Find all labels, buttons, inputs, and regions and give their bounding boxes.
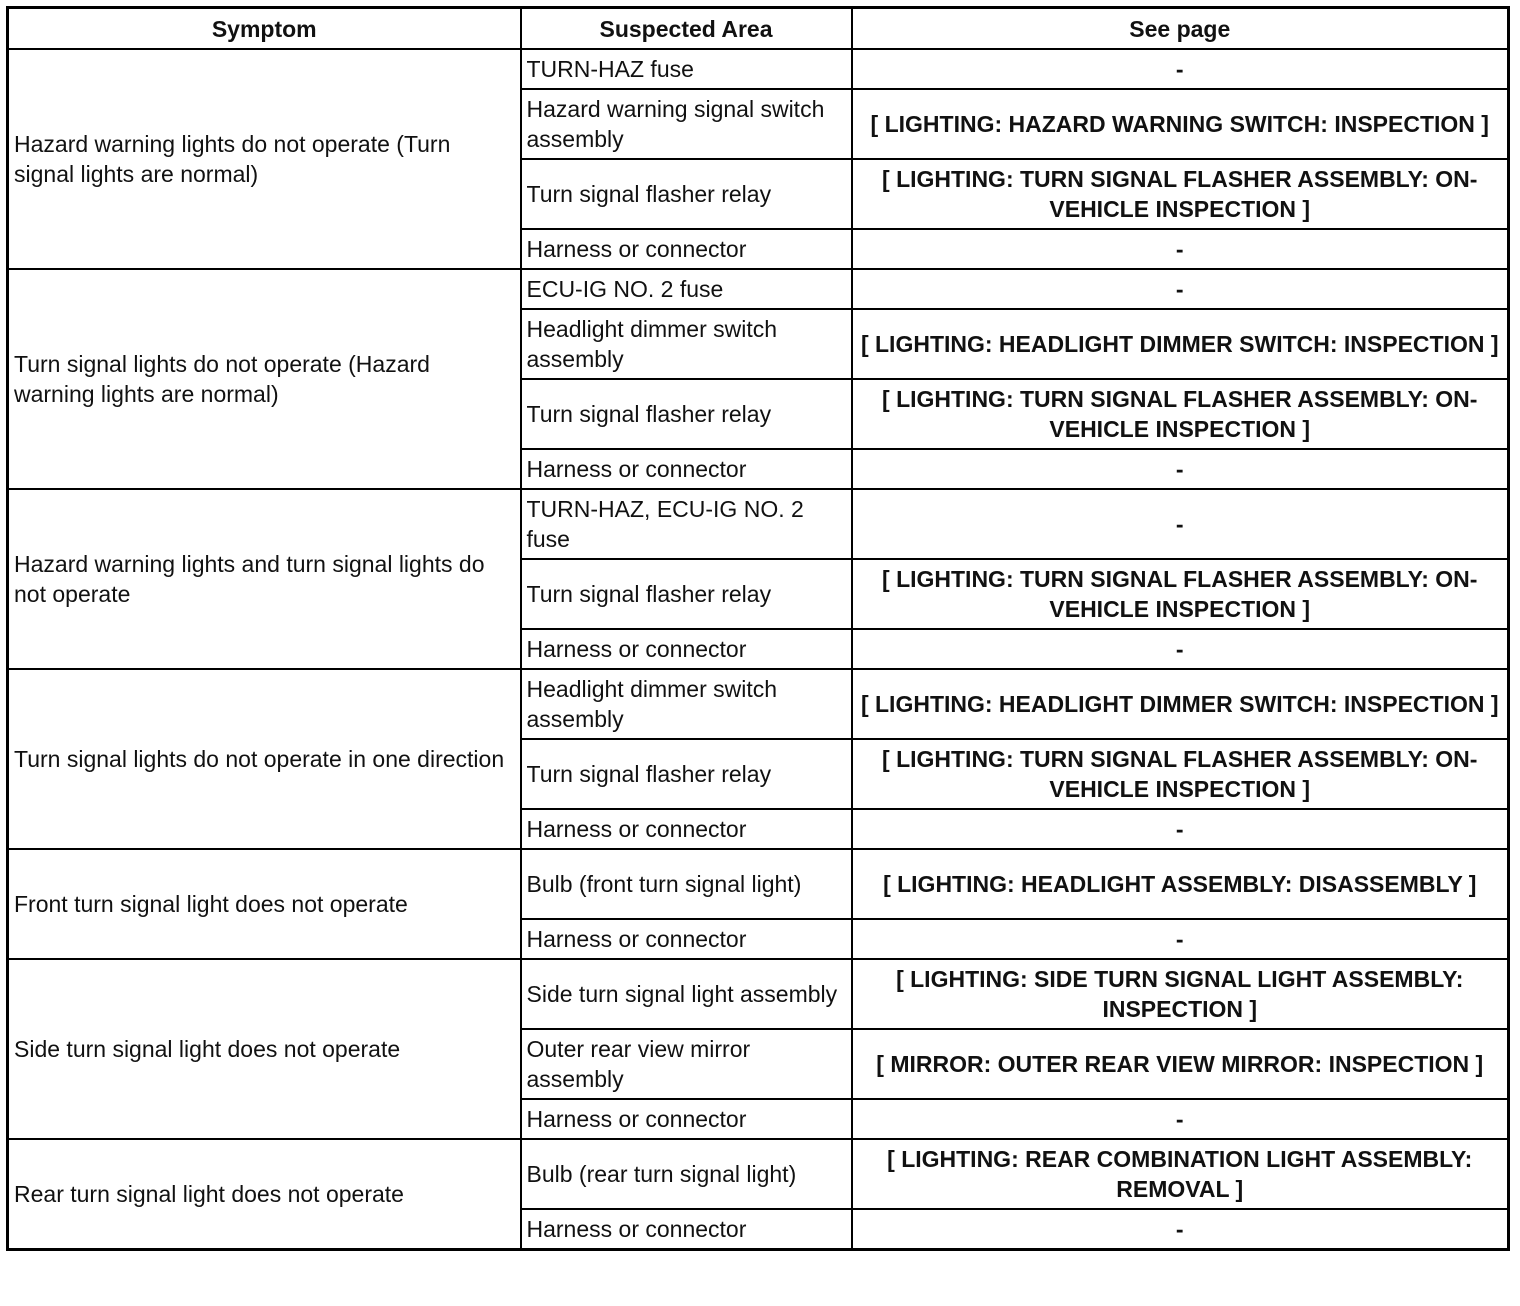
suspected-area-cell: Hazard warning signal switch assembly — [521, 89, 852, 159]
see-page-cell: [ LIGHTING: TURN SIGNAL FLASHER ASSEMBLY: ON-VEHICLE INSPECTION ] — [852, 379, 1509, 449]
see-page-cell: [ LIGHTING: HEADLIGHT DIMMER SWITCH: INSPECTION ] — [852, 309, 1509, 379]
see-page-cell: - — [852, 49, 1509, 89]
suspected-area-cell: Side turn signal light assembly — [521, 959, 852, 1029]
table-row — [8, 1139, 1509, 1209]
symptom-cell: Turn signal lights do not operate in one direction — [8, 669, 521, 849]
see-page-cell: [ LIGHTING: TURN SIGNAL FLASHER ASSEMBLY: ON-VEHICLE INSPECTION ] — [852, 159, 1509, 229]
see-page-cell: [ MIRROR: OUTER REAR VIEW MIRROR: INSPECTION ] — [852, 1029, 1509, 1099]
table-row — [8, 49, 1509, 89]
see-page-cell: [ LIGHTING: HAZARD WARNING SWITCH: INSPECTION ] — [852, 89, 1509, 159]
symptom-cell: Hazard warning lights and turn signal lights do not operate — [8, 489, 521, 669]
suspected-area-cell: Turn signal flasher relay — [521, 739, 852, 809]
see-page-cell: - — [852, 269, 1509, 309]
suspected-area-cell: TURN-HAZ, ECU-IG NO. 2 fuse — [521, 489, 852, 559]
see-page-cell: - — [852, 1099, 1509, 1139]
symptom-cell: Side turn signal light does not operate — [8, 959, 521, 1139]
see-page-cell: - — [852, 449, 1509, 489]
see-page-cell: [ LIGHTING: HEADLIGHT DIMMER SWITCH: INSPECTION ] — [852, 669, 1509, 739]
see-page-cell: [ LIGHTING: SIDE TURN SIGNAL LIGHT ASSEMBLY: INSPECTION ] — [852, 959, 1509, 1029]
troubleshooting-table — [6, 6, 1510, 1251]
table-row — [8, 489, 1509, 559]
symptom-cell: Rear turn signal light does not operate — [8, 1139, 521, 1250]
suspected-area-cell: Turn signal flasher relay — [521, 379, 852, 449]
suspected-area-cell: Harness or connector — [521, 449, 852, 489]
symptom-cell: Front turn signal light does not operate — [8, 849, 521, 959]
table-row — [8, 959, 1509, 1029]
header-row — [8, 8, 1509, 50]
symptom-cell: Turn signal lights do not operate (Hazard warning lights are normal) — [8, 269, 521, 489]
symptom-cell: Hazard warning lights do not operate (Turn signal lights are normal) — [8, 49, 521, 269]
see-page-cell: [ LIGHTING: TURN SIGNAL FLASHER ASSEMBLY: ON-VEHICLE INSPECTION ] — [852, 739, 1509, 809]
see-page-cell: - — [852, 229, 1509, 269]
table-row — [8, 849, 1509, 919]
suspected-area-cell: Harness or connector — [521, 1099, 852, 1139]
suspected-area-cell: Turn signal flasher relay — [521, 159, 852, 229]
suspected-area-cell: Headlight dimmer switch assembly — [521, 309, 852, 379]
see-page-cell: [ LIGHTING: HEADLIGHT ASSEMBLY: DISASSEMBLY ] — [852, 849, 1509, 919]
suspected-area-cell: Harness or connector — [521, 229, 852, 269]
suspected-area-cell: Harness or connector — [521, 809, 852, 849]
suspected-area-cell: Outer rear view mirror assembly — [521, 1029, 852, 1099]
suspected-area-cell: Harness or connector — [521, 1209, 852, 1250]
suspected-area-cell: Bulb (front turn signal light) — [521, 849, 852, 919]
table-row — [8, 669, 1509, 739]
see-page-cell: [ LIGHTING: REAR COMBINATION LIGHT ASSEMBLY: REMOVAL ] — [852, 1139, 1509, 1209]
see-page-cell: - — [852, 809, 1509, 849]
header-symptom: Symptom — [8, 8, 521, 50]
see-page-cell: - — [852, 919, 1509, 959]
suspected-area-cell: TURN-HAZ fuse — [521, 49, 852, 89]
suspected-area-cell: Headlight dimmer switch assembly — [521, 669, 852, 739]
header-see-page: See page — [852, 8, 1509, 50]
suspected-area-cell: Harness or connector — [521, 629, 852, 669]
see-page-cell: - — [852, 489, 1509, 559]
header-suspected-area: Suspected Area — [521, 8, 852, 50]
suspected-area-cell: Turn signal flasher relay — [521, 559, 852, 629]
see-page-cell: [ LIGHTING: TURN SIGNAL FLASHER ASSEMBLY: ON-VEHICLE INSPECTION ] — [852, 559, 1509, 629]
see-page-cell: - — [852, 1209, 1509, 1250]
suspected-area-cell: ECU-IG NO. 2 fuse — [521, 269, 852, 309]
table-row — [8, 269, 1509, 309]
suspected-area-cell: Harness or connector — [521, 919, 852, 959]
see-page-cell: - — [852, 629, 1509, 669]
suspected-area-cell: Bulb (rear turn signal light) — [521, 1139, 852, 1209]
